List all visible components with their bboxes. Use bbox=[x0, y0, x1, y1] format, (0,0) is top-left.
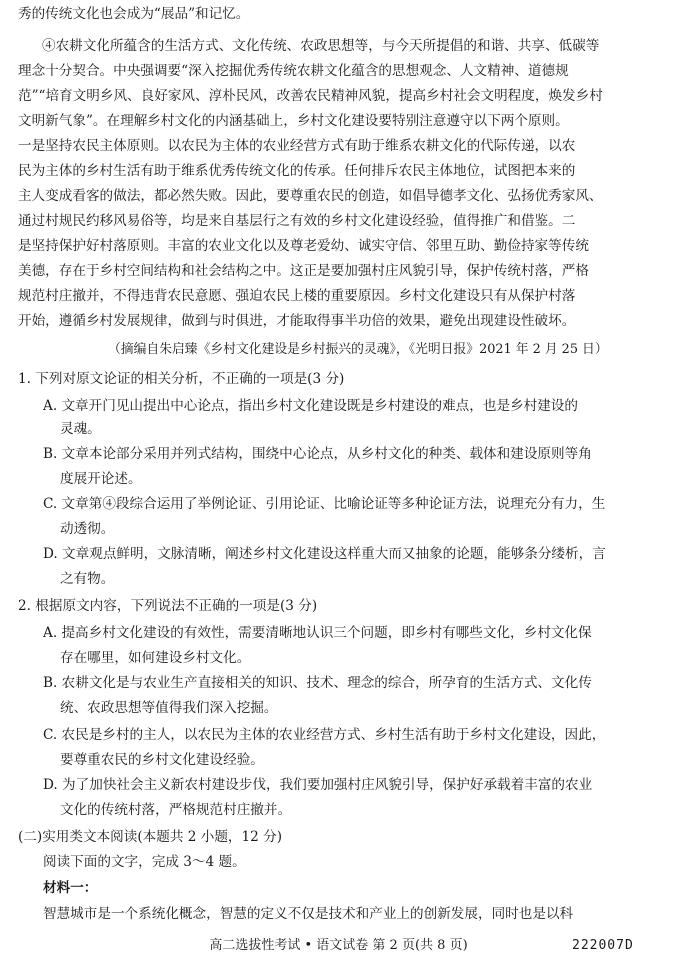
q2-option-c: C. 农民是乡村的主人，以农民为主体的农业经营方式、乡村生活有助于乡村文化建设，因此， bbox=[43, 727, 606, 743]
q1-option-a: A. 文章开门见山提出中心论点，指出乡村文化建设既是乡村建设的难点，也是乡村建设的 bbox=[43, 398, 579, 414]
q1-option-b-cont: 度展开论述。 bbox=[60, 471, 142, 487]
passage-line: 一是坚持农民主体原则。以农民为主体的农业经营方式有助于维系农耕文化的代际传递，以农 bbox=[18, 138, 576, 154]
q2-option-d: D. 为了加快社会主义新农村建设步伐，我们要加强村庄风貌引导，保护好承载着丰富的农业 bbox=[43, 777, 593, 793]
passage-line: 规范村庄撤并，不得违背农民意愿、强迫农民上楼的重要原因。乡村文化建设只有从保护村落 bbox=[18, 288, 576, 304]
passage-line: 民为主体的乡村生活有助于维系优秀传统文化的传承。任何排斥农民主体地位，试图把本来的 bbox=[18, 163, 576, 179]
passage-line: ④农耕文化所蕴含的生活方式、文化传统、农政思想等，与今天所提倡的和谐、共享、低碳等 bbox=[42, 38, 600, 54]
passage-line: 美德，存在于乡村空间结构和社会结构之中。这正是要加强村庄风貌引导，保护传统村落，严格 bbox=[18, 263, 589, 279]
section-heading: (二)实用类文本阅读(本题共 2 小题，12 分) bbox=[18, 829, 283, 845]
reading-instruction: 阅读下面的文字，完成 3～4 题。 bbox=[43, 854, 246, 870]
q2-option-b: B. 农耕文化是与农业生产直接相关的知识、技术、理念的综合，所孕育的生活方式、文化传 bbox=[43, 675, 592, 691]
passage-line: 是坚持保护好村落原则。丰富的农业文化以及尊老爱幼、诚实守信、邻里互助、勤俭持家等传统 bbox=[18, 238, 589, 254]
material-label: 材料一： bbox=[43, 880, 98, 896]
paper-code: 222007D bbox=[572, 938, 634, 953]
q2-option-c-cont: 要尊重农民的乡村文化建设经验。 bbox=[60, 752, 264, 768]
q1-option-a-cont: 灵魂。 bbox=[60, 421, 101, 437]
passage-line: 主人变成看客的做法，都必然失败。因此，要尊重农民的创造，如倡导德孝文化、弘扬优秀家风、 bbox=[18, 188, 603, 204]
passage-line: 文明新气象”。在理解乡村文化的内涵基础上，乡村文化建设要特别注意遵守以下两个原则。 bbox=[18, 113, 569, 129]
page-footer: 高二选拔性考试 • 语文试卷 第 2 页(共 8 页) bbox=[209, 938, 468, 953]
passage-line: 通过村规民约移风易俗等，均是来自基层行之有效的乡村文化建设经验，值得推广和借鉴。二 bbox=[18, 213, 576, 229]
q1-option-d-cont: 之有物。 bbox=[60, 571, 115, 587]
passage-line: 范”“培育文明乡风、良好家风、淳朴民风，改善农民精神风貌，提高乡村社会文明程度，焕发乡村 bbox=[18, 88, 603, 104]
q1-option-d: D. 文章观点鲜明，文脉清晰，阐述乡村文化建设这样重大而又抽象的论题，能够条分缕析，言 bbox=[43, 546, 606, 562]
question-2-stem: 2. 根据原文内容，下列说法不正确的一项是(3 分) bbox=[18, 598, 318, 614]
source-citation: （摘编自朱启臻《乡村文化建设是乡村振兴的灵魂》，《光明日报》2021 年 2 月 25 日） bbox=[108, 342, 608, 357]
q2-option-a: A. 提高乡村文化建设的有效性，需要清晰地认识三个问题，即乡村有哪些文化，乡村文化保 bbox=[43, 625, 592, 641]
q2-option-b-cont: 统、农政思想等值得我们深入挖掘。 bbox=[60, 700, 278, 716]
passage-line: 理念十分契合。中央强调要“深入挖掘优秀传统农耕文化蕴含的思想观念、人文精神、道德规 bbox=[18, 63, 569, 79]
q2-option-a-cont: 存在哪里，如何建设乡村文化。 bbox=[60, 650, 251, 666]
passage-line: 开始，遵循乡村发展规律，做到与时俱进，才能取得事半功倍的效果，避免出现建设性破坏。 bbox=[18, 313, 576, 329]
q1-option-b: B. 文章本论部分采用并列式结构，围绕中心论点，从乡村文化的种类、载体和建设原则等角 bbox=[43, 446, 592, 462]
material-text-line: 智慧城市是一个系统化概念，智慧的定义不仅是技术和产业上的创新发展，同时也是以科 bbox=[43, 906, 574, 922]
question-1-stem: 1. 下列对原文论证的相关分析，不正确的一项是(3 分) bbox=[18, 371, 345, 387]
passage-line: 秀的传统文化也会成为“展品”和记忆。 bbox=[18, 6, 250, 22]
q1-option-c: C. 文章第④段综合运用了举例论证、引用论证、比喻论证等多种论证方法，说理充分有力，生 bbox=[43, 496, 606, 512]
q1-option-c-cont: 动透彻。 bbox=[60, 521, 115, 537]
q2-option-d-cont: 文化的传统村落，严格规范村庄撤并。 bbox=[60, 802, 292, 818]
